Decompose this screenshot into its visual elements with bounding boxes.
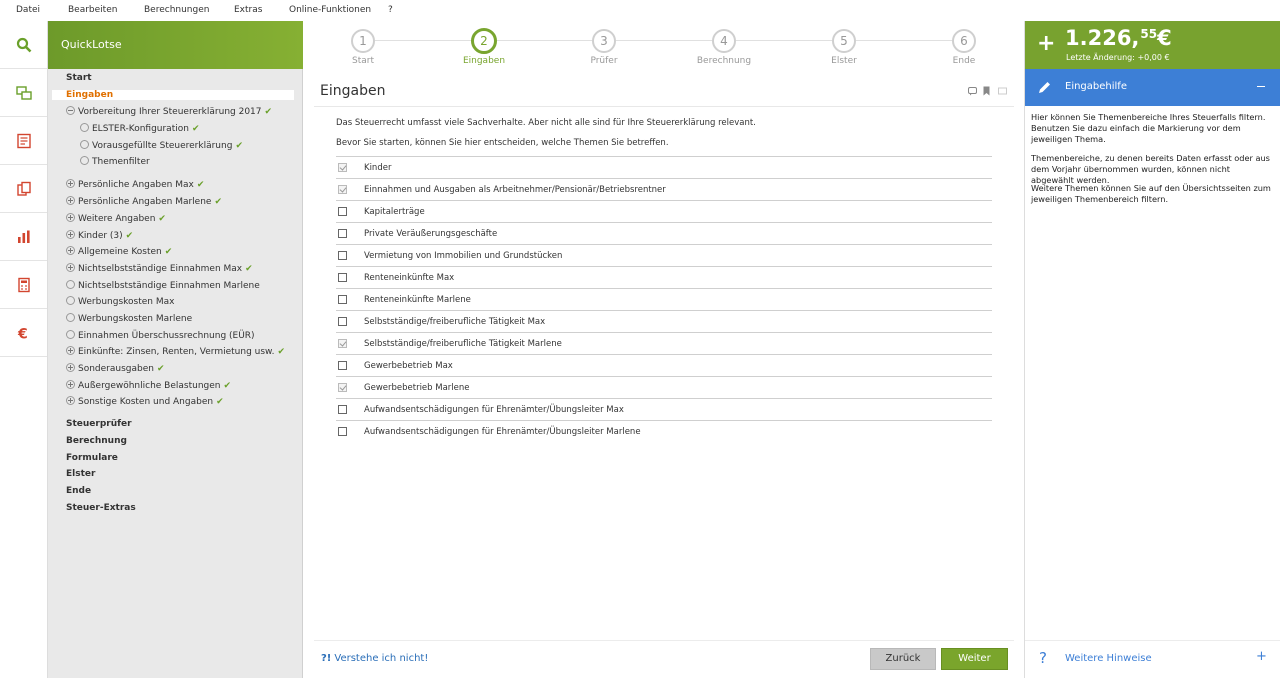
hints-divider xyxy=(1025,640,1280,641)
step-label: Prüfer xyxy=(590,56,618,66)
check-icon: ✔ xyxy=(235,141,243,151)
topic-checkbox[interactable] xyxy=(338,317,347,326)
page-title: Eingaben xyxy=(320,83,386,99)
topic-label: Renteneinkünfte Marlene xyxy=(364,295,471,305)
topic-checkbox[interactable] xyxy=(338,383,347,392)
topic-label: Kapitalerträge xyxy=(364,207,425,217)
step-number: 2 xyxy=(471,28,497,54)
topic-checkbox[interactable] xyxy=(338,361,347,370)
sidebar-item-label: Steuerprüfer xyxy=(66,419,132,429)
help-link-label: Verstehe ich nicht! xyxy=(334,653,429,664)
menu-bearbeiten[interactable]: Bearbeiten xyxy=(68,5,118,15)
sidebar-item[interactable] xyxy=(48,419,303,429)
refund-amount-euros: 1.226, xyxy=(1065,26,1140,50)
sidebar-item[interactable] xyxy=(48,263,303,274)
form-icon[interactable] xyxy=(0,117,47,165)
topic-label: Gewerbebetrieb Max xyxy=(364,361,453,371)
refund-amount-currency: € xyxy=(1157,26,1172,50)
sidebar-item[interactable] xyxy=(48,179,303,190)
sidebar-item[interactable] xyxy=(48,363,303,374)
step-6[interactable] xyxy=(934,29,994,66)
topic-checkbox[interactable] xyxy=(338,207,347,216)
topic-row[interactable] xyxy=(336,420,992,442)
menu-berechnungen[interactable]: Berechnungen xyxy=(144,5,210,15)
sidebar-item[interactable] xyxy=(48,140,303,151)
intro-text-1: Das Steuerrecht umfasst viele Sachverhalte. Aber nicht alle sind für Ihre Steuererklärung relevant. xyxy=(336,118,756,128)
back-button[interactable]: Zurück xyxy=(870,648,936,670)
sidebar-item[interactable] xyxy=(48,156,303,167)
collapse-icon[interactable] xyxy=(66,106,75,115)
sidebar-item[interactable] xyxy=(48,230,303,241)
check-icon: ✔ xyxy=(223,381,232,391)
check-icon: ✔ xyxy=(245,264,253,274)
expand-icon[interactable] xyxy=(66,363,75,372)
svg-text:€: € xyxy=(17,326,28,341)
step-3[interactable] xyxy=(574,29,634,66)
topic-label: Renteneinkünfte Max xyxy=(364,273,455,283)
chart-icon[interactable] xyxy=(0,213,47,261)
copy-icon[interactable] xyxy=(0,165,47,213)
sidebar-item-label: Weitere Angaben xyxy=(78,214,156,224)
expand-icon[interactable] xyxy=(66,213,75,222)
search-icon[interactable] xyxy=(0,21,47,69)
sidebar-item-label: Berechnung xyxy=(66,436,127,446)
sidebar-item-label: Allgemeine Kosten xyxy=(78,247,162,257)
sidebar-item-label: Persönliche Angaben Max xyxy=(78,180,194,190)
chat-icon[interactable] xyxy=(0,69,47,117)
step-5[interactable] xyxy=(814,29,874,66)
calculator-icon[interactable] xyxy=(0,261,47,309)
sidebar-item-label: Einkünfte: Zinsen, Renten, Vermietung usw. xyxy=(78,347,275,357)
sidebar-item-label: Ende xyxy=(66,486,92,496)
sidebar-item[interactable] xyxy=(48,330,303,341)
sidebar-item[interactable] xyxy=(48,123,303,134)
topic-label: Selbstständige/freiberufliche Tätigkeit Max xyxy=(364,317,546,327)
expand-icon[interactable] xyxy=(66,179,75,188)
step-1[interactable] xyxy=(333,29,393,66)
topic-list xyxy=(336,156,992,442)
sidebar-item-label: Kinder (3) xyxy=(78,231,123,241)
sidebar-item[interactable] xyxy=(52,90,294,100)
step-number: 6 xyxy=(952,29,976,53)
more-hints-link[interactable]: Weitere Hinweise xyxy=(1065,653,1152,664)
topic-row[interactable] xyxy=(336,288,992,310)
topic-row[interactable] xyxy=(336,398,992,420)
sidebar-item-label: Themenfilter xyxy=(92,157,150,167)
input-help-title: Eingabehilfe xyxy=(1065,81,1127,92)
last-change-text: Letzte Änderung: +0,00 € xyxy=(1066,53,1170,62)
topic-checkbox[interactable] xyxy=(338,273,347,282)
sidebar-item[interactable] xyxy=(48,503,303,513)
sidebar-item-label: Formulare xyxy=(66,453,118,463)
sidebar-item[interactable] xyxy=(48,296,303,307)
input-help-header[interactable] xyxy=(1025,69,1280,106)
sidebar-item[interactable] xyxy=(48,73,303,83)
step-label: Elster xyxy=(831,56,857,66)
expand-icon[interactable] xyxy=(66,346,75,355)
step-label: Berechnung xyxy=(696,56,752,66)
bullet-icon[interactable] xyxy=(80,123,89,132)
sidebar-item-label: Sonstige Kosten und Angaben xyxy=(78,397,214,407)
topic-checkbox[interactable] xyxy=(338,251,347,260)
sidebar-item-label: Persönliche Angaben Marlene xyxy=(78,197,212,207)
step-4[interactable] xyxy=(694,29,754,66)
check-icon: ✔ xyxy=(214,197,223,207)
step-2[interactable] xyxy=(454,29,514,66)
topic-checkbox[interactable] xyxy=(338,427,347,436)
topic-row[interactable] xyxy=(336,354,992,376)
topic-row[interactable] xyxy=(336,222,992,244)
topic-label: Vermietung von Immobilien und Grundstücken xyxy=(364,251,563,261)
check-icon: ✔ xyxy=(277,347,285,357)
topic-row[interactable] xyxy=(336,156,992,178)
help-link[interactable] xyxy=(321,653,428,664)
topic-label: Private Veräußerungsgeschäfte xyxy=(364,229,498,239)
bullet-icon[interactable] xyxy=(80,156,89,165)
bullet-icon[interactable] xyxy=(66,313,75,322)
sidebar-item[interactable] xyxy=(48,106,303,117)
refund-amount-box xyxy=(1025,21,1280,69)
sidebar-item-label: Eingaben xyxy=(66,90,114,100)
input-help-paragraph-3: Weitere Themen können Sie auf den Übersichtsseiten zum jeweiligen Themenbereich filtern. xyxy=(1031,183,1271,204)
question-icon[interactable]: ? xyxy=(1039,649,1047,667)
topic-label: Aufwandsentschädigungen für Ehrenämter/Übungsleiter Max xyxy=(364,405,624,415)
help-link-icon: ?! xyxy=(321,653,332,664)
menu-extras[interactable]: Extras xyxy=(234,5,263,15)
check-icon: ✔ xyxy=(191,124,200,134)
menu-bar xyxy=(0,0,1280,21)
sidebar-item-label: Werbungskosten Max xyxy=(78,297,175,307)
bullet-icon[interactable] xyxy=(66,280,75,289)
plus-icon: + xyxy=(1037,31,1056,56)
refund-amount xyxy=(1065,26,1172,50)
sidebar-item[interactable] xyxy=(48,280,303,291)
expand-icon[interactable] xyxy=(66,263,75,272)
sidebar-item-label: Einnahmen Überschussrechnung (EÜR) xyxy=(78,331,255,341)
check-icon: ✔ xyxy=(196,180,205,190)
step-label: Eingaben xyxy=(462,56,506,66)
euro-icon[interactable] xyxy=(0,309,47,357)
sidebar-item-label: Elster xyxy=(66,469,96,479)
check-icon: ✔ xyxy=(216,397,224,407)
step-number: 4 xyxy=(712,29,736,53)
sidebar-item[interactable] xyxy=(48,469,303,479)
topic-row[interactable] xyxy=(336,244,992,266)
print-icon[interactable] xyxy=(998,86,1007,96)
topic-label: Selbstständige/freiberufliche Tätigkeit Marlene xyxy=(364,339,562,349)
sidebar-header: QuickLotse xyxy=(48,21,303,69)
main-panel xyxy=(304,21,1024,678)
topic-label: Aufwandsentschädigungen für Ehrenämter/Übungsleiter Marlene xyxy=(364,427,641,437)
bookmark-icon[interactable] xyxy=(982,86,991,96)
topic-row[interactable] xyxy=(336,266,992,288)
input-help-paragraph-2: Themenbereiche, zu denen bereits Daten erfasst oder aus dem Vorjahr übernommen wurden, können nicht abgewählt werden. xyxy=(1031,153,1270,185)
topic-row[interactable] xyxy=(336,200,992,222)
bullet-icon[interactable] xyxy=(66,296,75,305)
step-number: 1 xyxy=(351,29,375,53)
expand-icon[interactable] xyxy=(66,230,75,239)
sidebar-item[interactable] xyxy=(48,196,303,207)
sidebar-item[interactable] xyxy=(48,453,303,463)
sidebar-item-label: Außergewöhnliche Belastungen xyxy=(78,381,221,391)
topic-checkbox[interactable] xyxy=(338,229,347,238)
footer-divider xyxy=(314,640,1014,641)
intro-text-2: Bevor Sie starten, können Sie hier entscheiden, welche Themen Sie betreffen. xyxy=(336,138,669,148)
check-icon: ✔ xyxy=(164,247,173,257)
step-label: Ende xyxy=(952,56,976,66)
step-number: 3 xyxy=(592,29,616,53)
sidebar-item-label: Nichtselbstständige Einnahmen Marlene xyxy=(78,281,260,291)
menu-online-funktionen[interactable]: Online-Funktionen xyxy=(289,5,372,15)
topic-row[interactable] xyxy=(336,376,992,398)
expand-icon[interactable] xyxy=(66,246,75,255)
topic-label: Einnahmen und Ausgaben als Arbeitnehmer/Pensionär/Betriebsrentner xyxy=(364,185,666,195)
check-icon: ✔ xyxy=(158,214,166,224)
topic-checkbox[interactable] xyxy=(338,339,347,348)
collapse-icon[interactable] xyxy=(1257,86,1265,87)
sidebar-item-label: ELSTER-Konfiguration xyxy=(92,124,189,134)
sidebar-item[interactable] xyxy=(48,436,303,446)
input-help-paragraph-1: Hier können Sie Themenbereiche Ihres Steuerfalls filtern. Benutzen Sie dazu einfach die Markierung vor dem jeweiligen Thema. xyxy=(1031,112,1266,144)
sidebar-item-label: Vorbereitung Ihrer Steuererklärung 2017 xyxy=(78,107,262,117)
sidebar-item[interactable] xyxy=(48,213,303,224)
next-button[interactable]: Weiter xyxy=(941,648,1008,670)
pencil-icon xyxy=(1037,80,1052,95)
topic-checkbox[interactable] xyxy=(338,163,347,172)
expand-icon[interactable] xyxy=(66,396,75,405)
topic-checkbox[interactable] xyxy=(338,405,347,414)
expand-icon[interactable]: + xyxy=(1256,649,1267,664)
topic-checkbox[interactable] xyxy=(338,295,347,304)
sidebar-item[interactable] xyxy=(48,486,303,496)
menu-help[interactable]: ? xyxy=(388,5,393,15)
comment-icon[interactable] xyxy=(968,86,977,96)
sidebar-item-label: Start xyxy=(66,73,92,83)
sidebar-item-label: Steuer-Extras xyxy=(66,503,136,513)
step-number: 5 xyxy=(832,29,856,53)
sidebar-item[interactable] xyxy=(48,246,303,257)
sidebar xyxy=(48,21,303,678)
sidebar-item[interactable] xyxy=(48,346,303,357)
sidebar-item[interactable] xyxy=(48,313,303,324)
check-icon: ✔ xyxy=(156,364,165,374)
check-icon: ✔ xyxy=(125,231,134,241)
topic-checkbox[interactable] xyxy=(338,185,347,194)
sidebar-item-label: Sonderausgaben xyxy=(78,364,154,374)
topic-row[interactable] xyxy=(336,178,992,200)
sidebar-item-label: Nichtselbstständige Einnahmen Max xyxy=(78,264,243,274)
sidebar-item-label: Werbungskosten Marlene xyxy=(78,314,193,324)
sidebar-item-label: Vorausgefüllte Steuererklärung xyxy=(92,141,233,151)
expand-icon[interactable] xyxy=(66,380,75,389)
step-label: Start xyxy=(352,56,374,66)
topic-label: Gewerbebetrieb Marlene xyxy=(364,383,470,393)
topic-row[interactable] xyxy=(336,332,992,354)
sidebar-item[interactable] xyxy=(48,396,303,407)
menu-datei[interactable]: Datei xyxy=(16,5,41,15)
expand-icon[interactable] xyxy=(66,196,75,205)
topic-label: Kinder xyxy=(364,163,392,173)
icon-bar xyxy=(0,21,48,678)
check-icon: ✔ xyxy=(264,107,273,117)
right-panel xyxy=(1024,21,1280,678)
sidebar-item[interactable] xyxy=(48,380,303,391)
refund-amount-cents: 55 xyxy=(1140,27,1158,41)
topic-row[interactable] xyxy=(336,310,992,332)
title-divider xyxy=(314,106,1014,107)
bullet-icon[interactable] xyxy=(80,140,89,149)
bullet-icon[interactable] xyxy=(66,330,75,339)
